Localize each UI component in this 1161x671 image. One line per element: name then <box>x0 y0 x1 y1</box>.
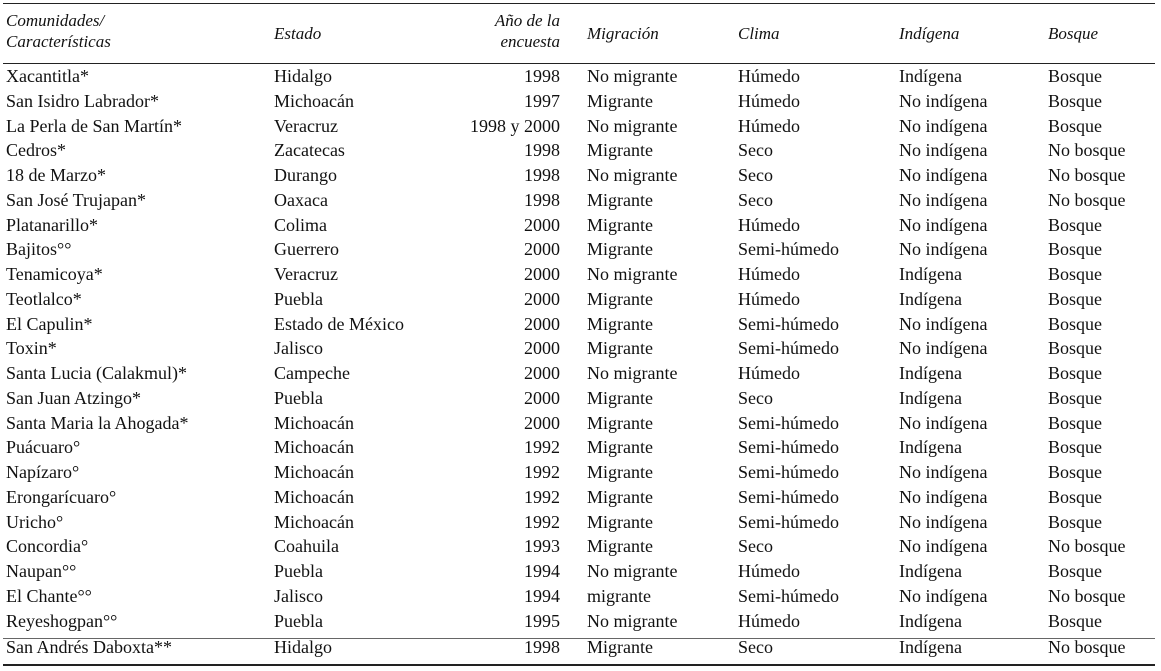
cell-climate: Húmedo <box>738 115 800 136</box>
cell-climate: Seco <box>738 189 773 210</box>
table-top-rule <box>3 3 1155 4</box>
cell-community: San Andrés Daboxta** <box>6 636 172 657</box>
cell-indigenous: No indígena <box>899 140 988 161</box>
cell-survey-year: 2000 <box>524 288 560 309</box>
cell-state: Jalisco <box>274 338 323 359</box>
header-year-line2: encuesta <box>500 32 560 51</box>
table-row <box>0 64 1161 89</box>
cell-indigenous: No indígena <box>899 313 988 334</box>
cell-migration: Migrante <box>587 387 653 408</box>
cell-forest: Bosque <box>1048 610 1102 631</box>
cell-forest: Bosque <box>1048 214 1102 235</box>
cell-climate: Semi-húmedo <box>738 585 839 606</box>
cell-survey-year: 1994 <box>524 585 560 606</box>
cell-state: Veracruz <box>274 264 338 284</box>
cell-survey-year: 2000 <box>524 264 560 284</box>
cell-migration: Migrante <box>587 313 653 334</box>
cell-forest: No bosque <box>1048 165 1126 185</box>
table-row <box>0 114 1161 139</box>
cell-climate: Seco <box>738 536 773 557</box>
cell-state: Hidalgo <box>274 636 332 657</box>
cell-survey-year: 2000 <box>524 239 560 260</box>
cell-climate: Semi-húmedo <box>738 338 839 359</box>
cell-indigenous: Indígena <box>899 363 962 383</box>
cell-survey-year: 1998 <box>524 189 560 210</box>
cell-climate: Semi-húmedo <box>738 462 839 482</box>
cell-community: Toxin* <box>6 338 57 359</box>
cell-migration: Migrante <box>587 214 653 235</box>
cell-forest: Bosque <box>1048 90 1102 111</box>
cell-climate: Seco <box>738 387 773 408</box>
cell-forest: Bosque <box>1048 115 1102 136</box>
cell-state: Zacatecas <box>274 140 345 161</box>
last-row-separator <box>3 638 1155 639</box>
cell-community: Concordia° <box>6 536 89 557</box>
cell-migration: No migrante <box>587 264 678 284</box>
cell-state: Jalisco <box>274 585 323 606</box>
cell-survey-year: 1995 <box>524 610 560 631</box>
cell-climate: Seco <box>738 140 773 161</box>
table-row <box>0 312 1161 337</box>
cell-migration: Migrante <box>587 338 653 359</box>
cell-forest: Bosque <box>1048 338 1102 359</box>
cell-community: Naupan°° <box>6 561 77 581</box>
cell-indigenous: No indígena <box>899 511 988 532</box>
cell-migration: Migrante <box>587 412 653 433</box>
table-bottom-rule <box>3 664 1155 666</box>
header-climate: Clima <box>738 24 780 43</box>
cell-forest: Bosque <box>1048 387 1102 408</box>
header-communities <box>6 10 111 52</box>
table-row <box>0 584 1161 609</box>
cell-community: San José Trujapan* <box>6 189 147 210</box>
cell-forest: Bosque <box>1048 363 1102 383</box>
cell-migration: Migrante <box>587 140 653 161</box>
table-row <box>0 213 1161 238</box>
cell-forest: Bosque <box>1048 437 1102 458</box>
cell-indigenous: Indígena <box>899 387 962 408</box>
cell-community: Puácuaro° <box>6 437 81 458</box>
cell-indigenous: Indígena <box>899 437 962 458</box>
cell-survey-year: 1992 <box>524 486 560 507</box>
cell-migration: No migrante <box>587 363 678 383</box>
cell-migration: Migrante <box>587 90 653 111</box>
cell-survey-year: 1997 <box>524 90 560 111</box>
cell-indigenous: No indígena <box>899 189 988 210</box>
cell-indigenous: No indígena <box>899 115 988 136</box>
header-forest: Bosque <box>1048 24 1099 43</box>
cell-migration: migrante <box>587 585 651 606</box>
cell-state: Oaxaca <box>274 189 328 210</box>
cell-indigenous: No indígena <box>899 462 988 482</box>
cell-state: Puebla <box>274 561 323 581</box>
cell-community: Teotlalco* <box>6 288 82 309</box>
cell-forest: Bosque <box>1048 66 1102 86</box>
cell-community: San Isidro Labrador* <box>6 90 159 111</box>
cell-indigenous: No indígena <box>899 486 988 507</box>
cell-forest: Bosque <box>1048 412 1102 433</box>
cell-migration: Migrante <box>587 636 653 657</box>
header-communities-line2: Características <box>6 32 111 51</box>
cell-survey-year: 1998 <box>524 140 560 161</box>
cell-forest: No bosque <box>1048 536 1126 557</box>
header-year <box>440 10 560 52</box>
cell-migration: No migrante <box>587 610 678 631</box>
cell-survey-year: 1998 y 2000 <box>470 115 560 136</box>
cell-community: Erongarícuaro° <box>6 486 117 507</box>
cell-state: Puebla <box>274 387 323 408</box>
cell-community: Xacantitla* <box>6 66 89 86</box>
cell-state: Colima <box>274 214 327 235</box>
header-state: Estado <box>274 24 322 43</box>
table-row <box>0 336 1161 361</box>
table-row <box>0 510 1161 535</box>
cell-survey-year: 2000 <box>524 387 560 408</box>
cell-community: Uricho° <box>6 511 64 532</box>
table-row <box>0 89 1161 114</box>
cell-indigenous: No indígena <box>899 412 988 433</box>
cell-climate: Húmedo <box>738 214 800 235</box>
cell-state: Michoacán <box>274 437 354 458</box>
cell-indigenous: Indígena <box>899 288 962 309</box>
cell-migration: No migrante <box>587 165 678 185</box>
cell-forest: Bosque <box>1048 264 1102 284</box>
cell-climate: Semi-húmedo <box>738 239 839 260</box>
table-row <box>0 609 1161 634</box>
table-row <box>0 361 1161 386</box>
cell-survey-year: 2000 <box>524 313 560 334</box>
cell-survey-year: 2000 <box>524 214 560 235</box>
cell-indigenous: No indígena <box>899 585 988 606</box>
cell-climate: Húmedo <box>738 90 800 111</box>
cell-survey-year: 1992 <box>524 511 560 532</box>
cell-survey-year: 2000 <box>524 338 560 359</box>
cell-forest: No bosque <box>1048 140 1126 161</box>
cell-migration: Migrante <box>587 437 653 458</box>
cell-forest: Bosque <box>1048 239 1102 260</box>
table-row <box>0 163 1161 188</box>
cell-indigenous: No indígena <box>899 90 988 111</box>
cell-climate: Húmedo <box>738 288 800 309</box>
cell-survey-year: 1998 <box>524 66 560 86</box>
table-row <box>0 237 1161 262</box>
cell-forest: Bosque <box>1048 486 1102 507</box>
cell-indigenous: No indígena <box>899 214 988 235</box>
cell-migration: Migrante <box>587 189 653 210</box>
header-communities-line1: Comunidades/ <box>6 11 105 30</box>
cell-survey-year: 1993 <box>524 536 560 557</box>
cell-community: Santa Lucia (Calakmul)* <box>6 363 187 383</box>
cell-community: Tenamicoya* <box>6 264 103 284</box>
cell-state: Coahuila <box>274 536 339 557</box>
cell-climate: Semi-húmedo <box>738 511 839 532</box>
cell-climate: Húmedo <box>738 66 800 86</box>
cell-survey-year: 2000 <box>524 412 560 433</box>
cell-indigenous: No indígena <box>899 239 988 260</box>
cell-forest: Bosque <box>1048 462 1102 482</box>
cell-community: Bajitos°° <box>6 239 72 260</box>
cell-state: Guerrero <box>274 239 339 260</box>
header-year-line1: Año de la <box>494 11 560 30</box>
table-row <box>0 287 1161 312</box>
cell-climate: Semi-húmedo <box>738 486 839 507</box>
cell-forest: No bosque <box>1048 585 1126 606</box>
cell-state: Durango <box>274 165 337 185</box>
cell-indigenous: No indígena <box>899 338 988 359</box>
cell-forest: No bosque <box>1048 189 1126 210</box>
cell-migration: Migrante <box>587 239 653 260</box>
cell-climate: Seco <box>738 636 773 657</box>
cell-migration: Migrante <box>587 288 653 309</box>
cell-state: Puebla <box>274 288 323 309</box>
cell-indigenous: No indígena <box>899 536 988 557</box>
cell-state: Michoacán <box>274 511 354 532</box>
cell-community: Reyeshogpan°° <box>6 610 118 631</box>
header-migration: Migración <box>587 24 659 43</box>
cell-climate: Semi-húmedo <box>738 412 839 433</box>
cell-community: Platanarillo* <box>6 214 98 235</box>
cell-community: San Juan Atzingo* <box>6 387 141 408</box>
table-row <box>0 262 1161 287</box>
cell-climate: Semi-húmedo <box>738 437 839 458</box>
cell-indigenous: No indígena <box>899 165 988 185</box>
cell-survey-year: 1994 <box>524 561 560 581</box>
cell-indigenous: Indígena <box>899 66 962 86</box>
table-row <box>0 411 1161 436</box>
cell-climate: Húmedo <box>738 561 800 581</box>
cell-climate: Húmedo <box>738 363 800 383</box>
cell-migration: No migrante <box>587 115 678 136</box>
cell-survey-year: 1992 <box>524 437 560 458</box>
cell-community: El Capulin* <box>6 313 93 334</box>
cell-forest: Bosque <box>1048 561 1102 581</box>
cell-climate: Seco <box>738 165 773 185</box>
cell-community: La Perla de San Martín* <box>6 115 182 136</box>
cell-community: Napízaro° <box>6 462 80 482</box>
cell-state: Hidalgo <box>274 66 332 86</box>
table-row <box>0 559 1161 584</box>
cell-indigenous: Indígena <box>899 264 962 284</box>
cell-state: Michoacán <box>274 462 354 482</box>
cell-state: Puebla <box>274 610 323 631</box>
cell-survey-year: 1998 <box>524 165 560 185</box>
cell-state: Michoacán <box>274 412 354 433</box>
cell-community: 18 de Marzo* <box>6 165 106 185</box>
cell-migration: No migrante <box>587 66 678 86</box>
table-row <box>0 534 1161 559</box>
table-row <box>0 188 1161 213</box>
table-row <box>0 386 1161 411</box>
cell-survey-year: 1992 <box>524 462 560 482</box>
cell-state: Estado de México <box>274 313 404 334</box>
cell-community: Cedros* <box>6 140 66 161</box>
cell-climate: Semi-húmedo <box>738 313 839 334</box>
cell-forest: Bosque <box>1048 313 1102 334</box>
table-row <box>0 435 1161 460</box>
header-indigenous: Indígena <box>899 24 960 43</box>
cell-climate: Húmedo <box>738 264 800 284</box>
cell-migration: No migrante <box>587 561 678 581</box>
cell-community: Santa Maria la Ahogada* <box>6 412 189 433</box>
cell-migration: Migrante <box>587 511 653 532</box>
cell-climate: Húmedo <box>738 610 800 631</box>
cell-forest: Bosque <box>1048 511 1102 532</box>
cell-indigenous: Indígena <box>899 610 962 631</box>
cell-forest: No bosque <box>1048 636 1126 657</box>
cell-community: El Chante°° <box>6 585 92 606</box>
cell-indigenous: Indígena <box>899 561 962 581</box>
cell-migration: Migrante <box>587 462 653 482</box>
cell-survey-year: 2000 <box>524 363 560 383</box>
cell-state: Veracruz <box>274 115 338 136</box>
cell-state: Campeche <box>274 363 350 383</box>
table-row <box>0 485 1161 510</box>
cell-migration: Migrante <box>587 536 653 557</box>
cell-indigenous: Indígena <box>899 636 962 657</box>
cell-state: Michoacán <box>274 90 354 111</box>
cell-survey-year: 1998 <box>524 636 560 657</box>
cell-state: Michoacán <box>274 486 354 507</box>
cell-migration: Migrante <box>587 486 653 507</box>
cell-forest: Bosque <box>1048 288 1102 309</box>
table-row <box>0 138 1161 163</box>
table-row <box>0 460 1161 485</box>
